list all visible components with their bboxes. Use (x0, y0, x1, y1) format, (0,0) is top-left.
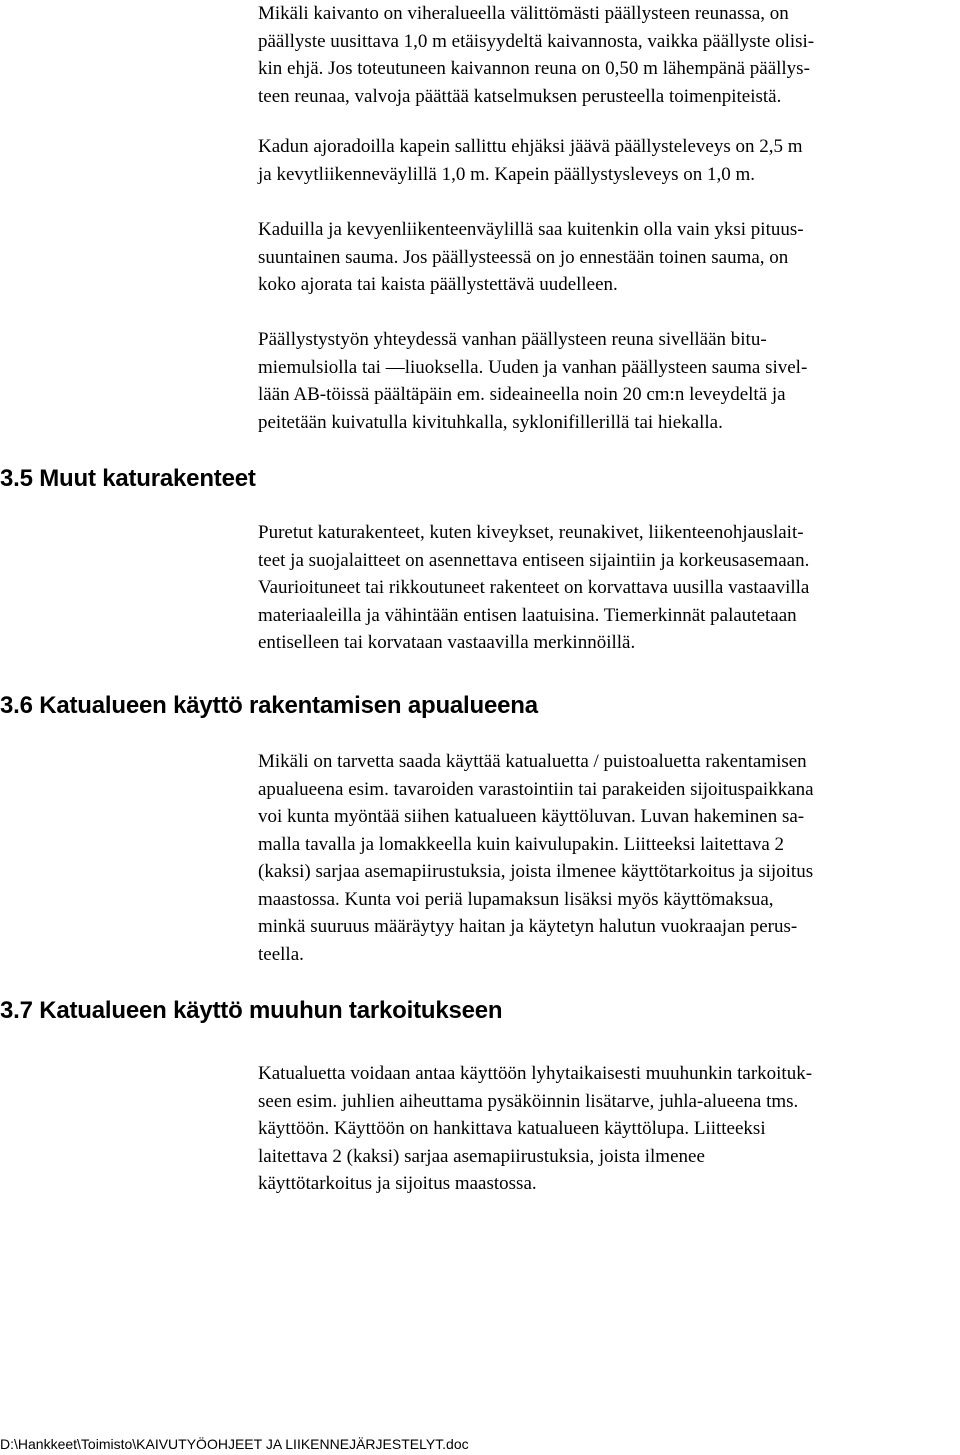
text-line: Kadun ajoradoilla kapein sallittu ehjäksi jäävä päällysteleveys on 2,5 m (258, 136, 803, 157)
text-line: Vaurioituneet tai rikkoutuneet rakenteet on korvattava uusilla vastaavilla (258, 577, 810, 598)
text-line: materiaaleilla ja vähintään entisen laatuisina. Tiemerkinnät palautetaan (258, 604, 797, 626)
text-line: Päällystystyön yhteydessä vanhan päällysteen reuna sivellään bitu- (258, 329, 767, 350)
text-line: koko ajorata tai kaista päällystettävä uudelleen. (258, 274, 618, 295)
text-line: ja kevytliikenneväylillä 1,0 m. Kapein päällystysleveys on 1,0 m. (258, 163, 756, 185)
text-line: käyttötarkoitus ja sijoitus maastossa. (258, 1173, 537, 1194)
text-line: (kaksi) sarjaa asemapiirustuksia, joista ilmenee käyttötarkoitus ja sijoitus (258, 861, 814, 882)
text-line: malla tavalla ja lomakkeella kuin kaivulupakin. Liitteeksi laitettava 2 (258, 833, 785, 855)
section-heading-3-7: 3.7 Katualueen käyttö muuhun tarkoitukseen (0, 997, 503, 1024)
text-line: Mikäli on tarvetta saada käyttää katualuetta / puistoaluetta rakentamisen (258, 751, 807, 772)
text-line: seen esim. juhlien aiheuttama pysäköinnin lisätarve, juhla-alueena tms. (258, 1090, 799, 1112)
text-line: voi kunta myöntää siihen katualueen käyttöluvan. Luvan hakeminen sa- (258, 806, 805, 827)
paragraph-bitumen-edge (258, 326, 958, 436)
paragraph-other-purpose-use (258, 1060, 958, 1198)
text-line: Mikäli kaivanto on viheralueella välittömästi päällysteen reunassa, on (258, 3, 789, 24)
text-line: minkä suuruus määräytyy haitan ja käytetyn halutun vuokraajan perus- (258, 916, 798, 937)
paragraph-excavation-green-area (258, 0, 958, 110)
paragraph-min-pavement-width (258, 133, 958, 188)
text-line: Katualuetta voidaan antaa käyttöön lyhytaikaisesti muuhunkin tarkoituk- (258, 1063, 813, 1084)
text-line: kin ehjä. Jos toteutuneen kaivannon reuna on 0,50 m lähempänä päällys- (258, 58, 810, 79)
text-line: apualueena esim. tavaroiden varastointiin tai parakeiden sijoituspaikkana (258, 778, 814, 800)
text-line: teet ja suojalaitteet on asennettava entiseen sijaintiin ja korkeusasemaan. (258, 549, 810, 571)
text-line: päällyste uusittava 1,0 m etäisyydeltä kaivannosta, vaikka päällyste olisi- (258, 30, 815, 52)
text-line: Puretut katurakenteet, kuten kiveykset, reunakivet, liikenteenohjauslait- (258, 522, 804, 543)
text-line: maastossa. Kunta voi periä lupamaksun lisäksi myös käyttömaksua, (258, 888, 774, 910)
section-heading-3-5: 3.5 Muut katurakenteet (0, 465, 256, 492)
paragraph-construction-aid-area (258, 748, 958, 968)
text-line: suuntainen sauma. Jos päällysteessä on jo ennestään toinen sauma, on (258, 246, 789, 268)
footer-file-path: D:\Hankkeet\Toimisto\KAIVUTYÖOHJEET JA LIIKENNEJÄRJESTELYT.doc (0, 1436, 469, 1452)
text-line: entiselleen tai korvataan vastaavilla merkinnöillä. (258, 632, 636, 653)
paragraph-longitudinal-seam (258, 216, 958, 299)
text-line: lään AB-töissä päältäpäin em. sideaineella noin 20 cm:n leveydeltä ja (258, 384, 786, 405)
text-line: käyttöön. Käyttöön on hankittava katualueen käyttölupa. Liitteeksi (258, 1118, 766, 1139)
text-line: laitettava 2 (kaksi) sarjaa asemapiirustuksia, joista ilmenee (258, 1145, 705, 1167)
text-line: teella. (258, 943, 304, 965)
text-line: Kaduilla ja kevyenliikenteenväylillä saa kuitenkin olla vain yksi pituus- (258, 219, 804, 240)
section-heading-3-6: 3.6 Katualueen käyttö rakentamisen apualueena (0, 692, 538, 719)
text-line: peitetään kuivatulla kivituhkalla, syklonifillerillä tai hiekalla. (258, 411, 723, 433)
paragraph-street-structures (258, 519, 958, 657)
text-line: teen reunaa, valvoja päättää katselmuksen perusteella toimenpiteistä. (258, 85, 782, 107)
text-line: miemulsiolla tai —liuoksella. Uuden ja vanhan päällysteen sauma sivel- (258, 356, 808, 378)
